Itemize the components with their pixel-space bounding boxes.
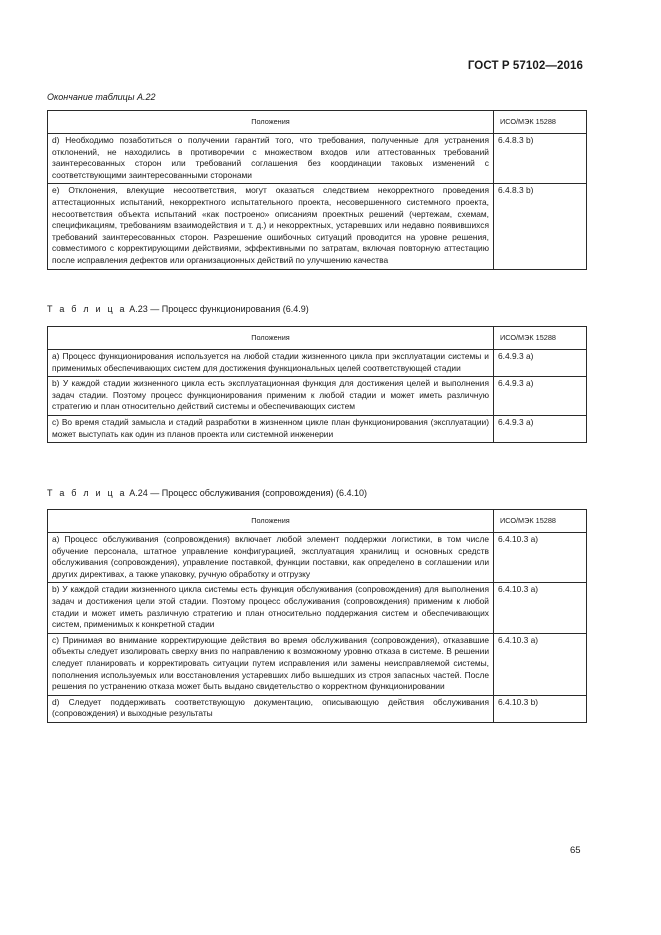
- table-row: [48, 350, 587, 377]
- iso-reference: 6.4.10.3 а): [494, 583, 587, 633]
- column-header-iso-ref: ИСО/МЭК 15288: [494, 510, 587, 533]
- table-a22: [47, 110, 587, 270]
- provision-text: b) У каждой стадии жизненного цикла есть эксплуатационная функция для достижения целей и выполнения задач стадии. Поэтому процесс функционирования применим к любой стадии и может иметь различную стратегию и план относительно действий системы и обеспечивающих систем: [48, 377, 494, 416]
- iso-reference: 6.4.10.3 а): [494, 533, 587, 583]
- provision-text: е) Отклонения, влекущие несоответствия, могут оказаться следствием некорректного проведения аттестационных испытаний, некорректного испытательного проекта, несовершенного системного проекта, несоответствия объекта испытаний «как построено» описаниям проектных решений (чертежам, схемам, спецификациям, требованиям взаимодействия и т. д.) и некорректных, устаревших или недавно появившихся требований заинтересованных сторон. Разрешение ошибочных ситуаций проводится на уровне решения, совместимого с корректирующими действиями, эффективными по затратам, включая повторную аттестацию после исправления дефектов или организационных действий по улучшению качества: [48, 184, 494, 269]
- table-label: Т а б л и ц а: [47, 488, 127, 498]
- iso-reference: 6.4.10.3 b): [494, 695, 587, 722]
- table-a23: [47, 326, 587, 443]
- table-label: Т а б л и ц а: [47, 304, 127, 314]
- column-header-iso-ref: ИСО/МЭК 15288: [494, 327, 587, 350]
- provision-text: а) Процесс функционирования используется на любой стадии жизненного цикла при эксплуатации системы и применимых обеспечивающих систем для достижения функциональных целей соответствующей стадии: [48, 350, 494, 377]
- table-row: [48, 377, 587, 416]
- table-header-row: [48, 111, 587, 134]
- table-row: [48, 583, 587, 633]
- table-row: [48, 633, 587, 695]
- table-a22-caption: Окончание таблицы А.22: [47, 92, 156, 102]
- table-header-row: [48, 327, 587, 350]
- table-row: [48, 134, 587, 184]
- provision-text: с) Принимая во внимание корректирующие действия во время обслуживания (сопровождения), отказавшие объекты следует изолировать сверху вниз по направлению к возможному уровню отказа в системе. В решении следует планировать и корректировать ситуации путем исправления или замены неисправляемой системы, пополнения используемых или восстановления устаревших либо вышедших из строя запасных частей. После решения по устранению отказа может быть выдано свидетельство о корректном функционировании: [48, 633, 494, 695]
- table-row: [48, 695, 587, 722]
- iso-reference: 6.4.9.3 а): [494, 377, 587, 416]
- column-header-provisions: Положения: [48, 327, 494, 350]
- column-header-provisions: Положения: [48, 111, 494, 134]
- iso-reference: 6.4.9.3 а): [494, 350, 587, 377]
- table-a23-caption: [47, 304, 309, 314]
- table-title: А.23 — Процесс функционирования (6.4.9): [126, 304, 309, 314]
- iso-reference: 6.4.8.3 b): [494, 184, 587, 269]
- page-number: 65: [570, 845, 581, 856]
- table-row: [48, 533, 587, 583]
- table-a24-caption: [47, 488, 367, 498]
- iso-reference: 6.4.10.3 а): [494, 633, 587, 695]
- provision-text: d) Следует поддерживать соответствующую документацию, описывающую действия обслуживания (сопровождения) и выходные результаты: [48, 695, 494, 722]
- provision-text: а) Процесс обслуживания (сопровождения) включает любой элемент поддержки логистики, в том числе обучение персонала, штатное управление конфигурацией, эксплуатация хранилищ и основных средств обслуживания (сопровождения), управление поставкой, функции поставки, как определено в соглашении или других директивах, а также упаковку, ручную обработку и отгрузку: [48, 533, 494, 583]
- column-header-iso-ref: ИСО/МЭК 15288: [494, 111, 587, 134]
- standard-designation: ГОСТ Р 57102—2016: [467, 60, 583, 72]
- table-row: [48, 184, 587, 269]
- table-header-row: [48, 510, 587, 533]
- table-a24: [47, 509, 587, 723]
- provision-text: b) У каждой стадии жизненного цикла системы есть функция обслуживания (сопровождения) для выполнения задач и достижения цели этой стадии. Поэтому процесс обслуживания (сопровождения) применим к любой стадии и может иметь различную стратегию и план относительно поддержания систем и обеспечивающих систем, применимых к конкретной стадии: [48, 583, 494, 633]
- provision-text: d) Необходимо позаботиться о получении гарантий того, что требования, полученные для устранения отклонений, не находились в противоречии с множеством входов или аттестованных требований заинтересованных сторон или требований соглашения без координации таковых изменений с соответствующими заинтересованными сторонами: [48, 134, 494, 184]
- column-header-provisions: Положения: [48, 510, 494, 533]
- table-title: А.24 — Процесс обслуживания (сопровождения) (6.4.10): [126, 488, 368, 498]
- iso-reference: 6.4.8.3 b): [494, 134, 587, 184]
- table-row: [48, 415, 587, 442]
- provision-text: с) Во время стадий замысла и стадий разработки в жизненном цикле план функционирования (эксплуатации) может выступать как один из планов проекта или системной инженерии: [48, 415, 494, 442]
- iso-reference: 6.4.9.3 а): [494, 415, 587, 442]
